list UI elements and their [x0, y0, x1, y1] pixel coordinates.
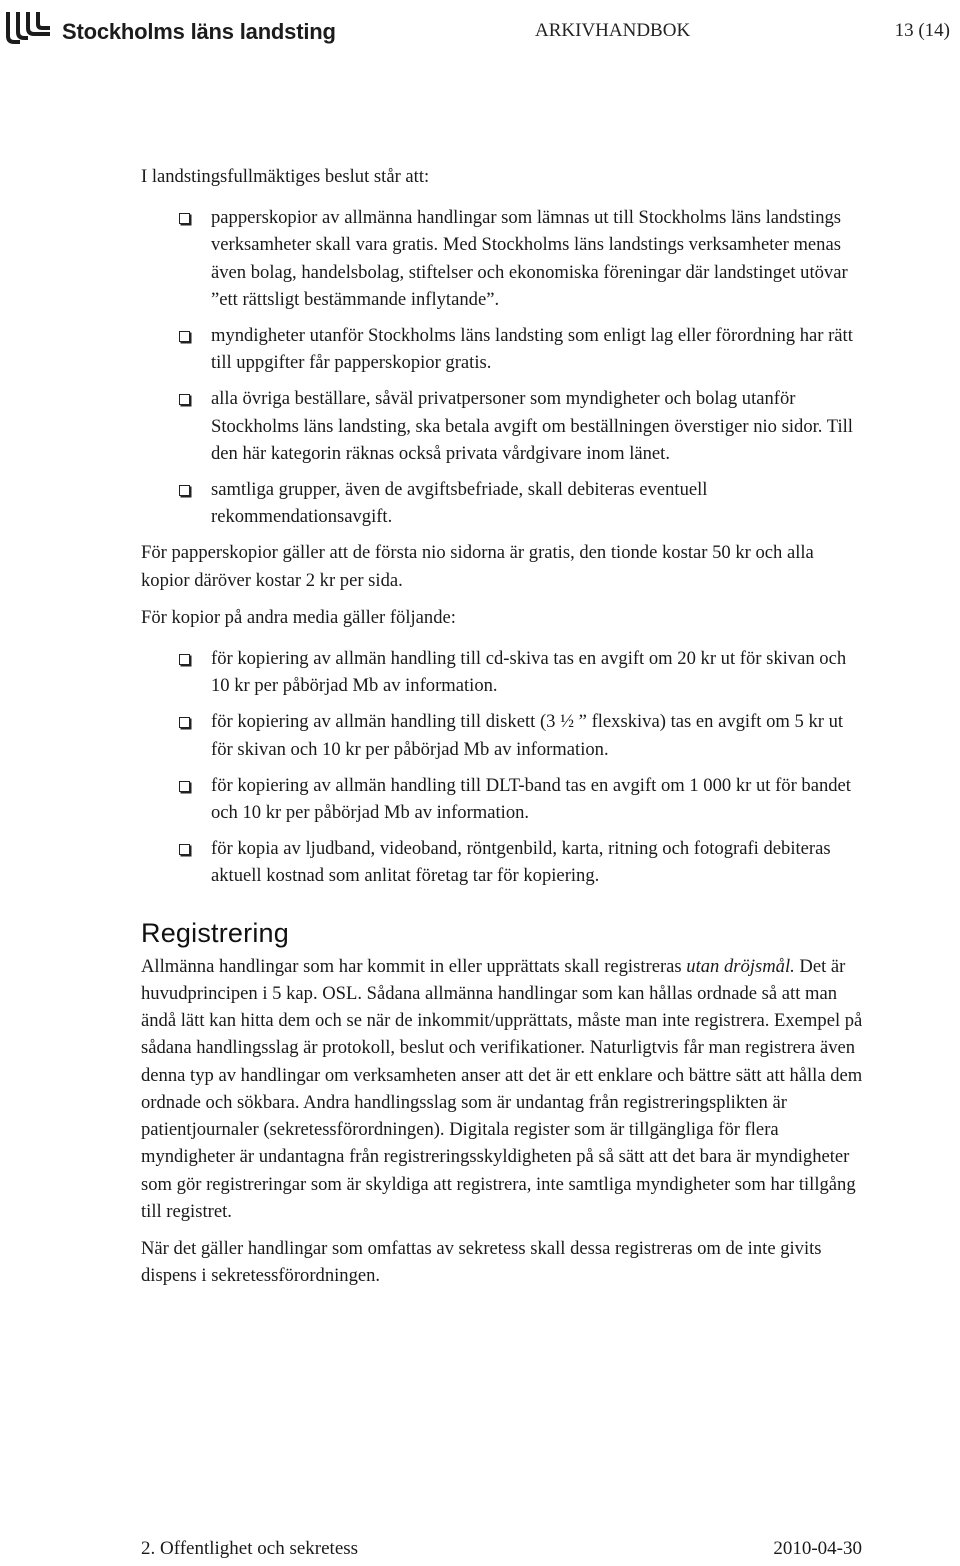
checkbox-bullet-icon: [179, 485, 190, 496]
list-item: för kopiering av allmän handling till cd-skiva tas en avgift om 20 kr ut för skivan och 10 kr per påbörjad Mb av information.: [141, 645, 866, 699]
registration-paragraph: Allmänna handlingar som har kommit in eller upprättats skall registreras utan dröjsmål. Det är huvudprincipen i 5 kap. OSL. Sådana allmänna handlingar som kan hållas ordnade så att man ändå lätt kan hitta dem och se när de inkommit/upprättats, måste man inte registrera. Exempel på sådana handlingsslag är protokoll, beslut och verifikationer. Naturligtvis får man registrera även denna typ av handlingar om verksamheten anser att det är ett enklare och bättre sätt att hålla dem ordnade och sökbara. Andra handlingsslag som är undantag från registreringsplikten är patientjournaler (sekretessförordningen). Digitala register som är tillgängliga för flera myndigheter är undantagna från registreringsskyldigheten på så sätt att det bara är myndigheter som gör registreringar som är skyldiga att registrera, inte samtliga myndigheter som har tillgång till registret.: [141, 955, 863, 1222]
checkbox-bullet-icon: [179, 331, 190, 342]
logo: [4, 10, 336, 46]
section-heading: Registrering: [141, 917, 289, 948]
emphasis-text: utan dröjsmål.: [686, 955, 795, 977]
list-item: för kopiering av allmän handling till DLT-band tas en avgift om 1 000 kr ut för bandet och 10 kr per påbörjad Mb av information.: [141, 772, 866, 826]
list-item: för kopia av ljudband, videoband, röntgenbild, karta, ritning och fotografi debiteras aktuell kostnad som anlitat företag tar för kopiering.: [141, 835, 866, 889]
bullet-list-media: [141, 645, 866, 890]
checkbox-bullet-icon: [179, 394, 190, 405]
checkbox-bullet-icon: [179, 213, 190, 224]
footer-chapter: 2. Offentlighet och sekretess: [141, 1538, 359, 1559]
list-item: myndigheter utanför Stockholms läns landsting som enligt lag eller förordning har rätt till uppgifter får papperskopior gratis.: [141, 322, 866, 376]
bullet-list-fees: [141, 204, 866, 530]
sll-logo-icon: [4, 10, 52, 46]
checkbox-bullet-icon: [179, 844, 190, 855]
list-item: för kopiering av allmän handling till diskett (3 ½ ” flexskiva) tas en avgift om 5 kr ut för skivan och 10 kr per påbörjad Mb av information.: [141, 708, 866, 762]
secrecy-paragraph: När det gäller handlingar som omfattas av sekretess skall dessa registreras om de inte givits dispens i sekretessförordningen.: [141, 1237, 822, 1287]
checkbox-bullet-icon: [179, 781, 190, 792]
page-number: 13 (14): [894, 20, 950, 41]
list-item: papperskopior av allmänna handlingar som lämnas ut till Stockholms läns landstings verksamheter skall vara gratis. Med Stockholms läns landstings verksamheter menas även bolag, handelsbolag, stiftelser och ekonomiska föreningar där landstinget utövar ”ett rättsligt bestämmande inflytande”.: [141, 204, 866, 313]
document-title: ARKIVHANDBOK: [535, 20, 691, 41]
other-media-paragraph: För kopior på andra media gäller följande:: [141, 606, 456, 628]
checkbox-bullet-icon: [179, 717, 190, 728]
logo-text: Stockholms läns landsting: [62, 19, 336, 44]
intro-paragraph: I landstingsfullmäktiges beslut står att:: [141, 166, 430, 187]
page-content: [141, 163, 866, 1289]
checkbox-bullet-icon: [179, 654, 190, 665]
footer-date: 2010-04-30: [773, 1538, 862, 1559]
list-item: samtliga grupper, även de avgiftsbefriade, skall debiteras eventuell rekommendationsavgift.: [141, 476, 866, 530]
paper-copies-paragraph: För papperskopior gäller att de första nio sidorna är gratis, den tionde kostar 50 kr och alla kopior däröver kostar 2 kr per sida.: [141, 542, 814, 591]
list-item: alla övriga beställare, såväl privatpersoner som myndigheter och bolag utanför Stockholms läns landsting, ska betala avgift om beställningen överstiger nio sidor. Till den här kategorin räknas också privata vårdgivare inom länet.: [141, 385, 866, 467]
page-header: [0, 0, 960, 60]
